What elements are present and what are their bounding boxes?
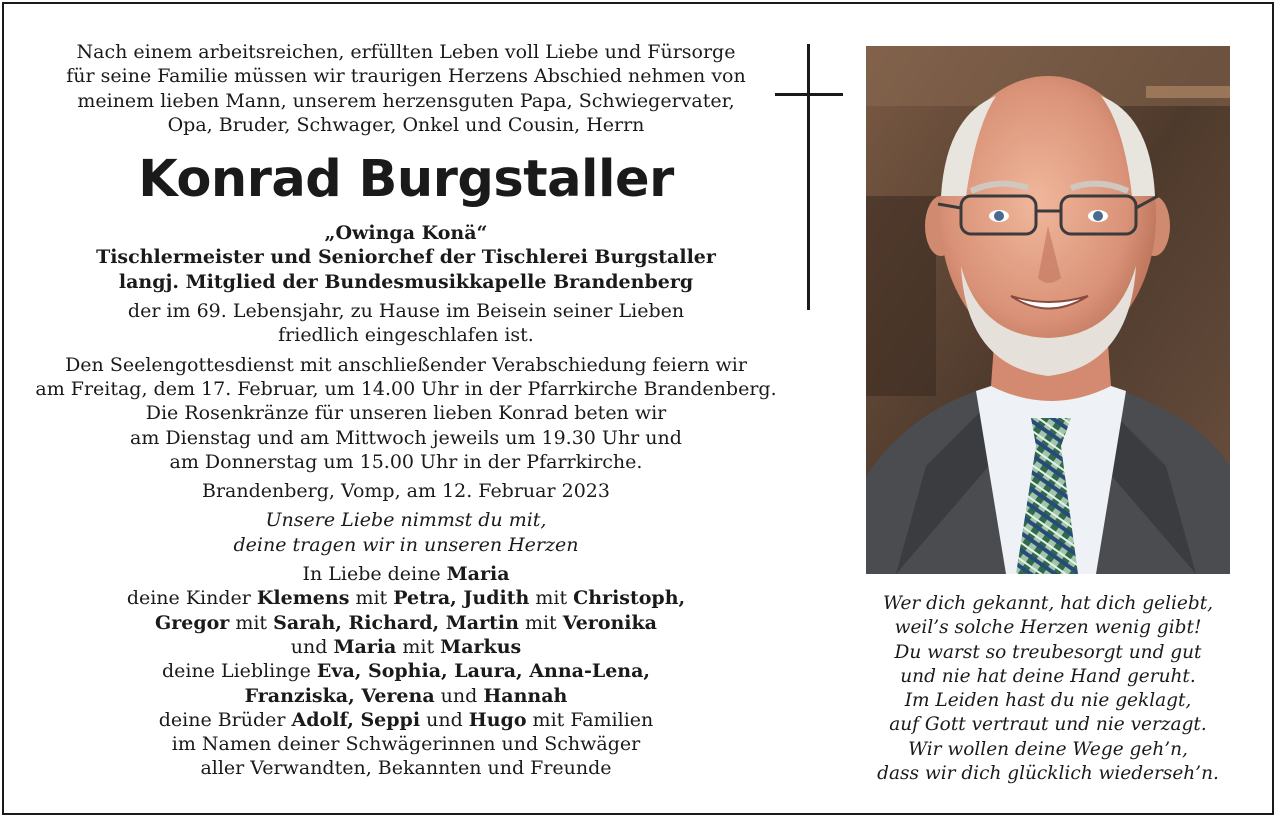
mourner-line: deine Kinder Klemens mit Petra, Judith mit Christoph, — [126, 587, 686, 610]
profession: Tischlermeister und Seniorchef der Tischlerei Burgstaller — [96, 246, 716, 269]
poem-line: Du warst so treubesorgt und gut — [894, 641, 1202, 663]
intro-line: meinem lieben Mann, unserem herzensguten Papa, Schwiegervater, — [77, 89, 735, 112]
mourners — [30, 562, 782, 781]
portrait-photo — [866, 46, 1230, 574]
service-text — [30, 353, 782, 474]
passing-line: der im 69. Lebensjahr, zu Hause im Beisein seiner Lieben — [127, 300, 685, 323]
service-line: am Freitag, dem 17. Februar, um 14.00 Uhr in der Pfarrkirche Brandenberg. — [35, 377, 777, 400]
mourner-line: Gregor mit Sarah, Richard, Martin mit Veronika — [155, 611, 657, 634]
deceased-name: Konrad Burgstaller — [138, 150, 674, 210]
passing-text — [30, 299, 782, 348]
mourner-line: und Maria mit Markus — [290, 635, 522, 658]
service-line: Den Seelengottesdienst mit anschließender Verabschiedung feiern wir — [65, 353, 747, 376]
poem-line: auf Gott vertraut und nie verzagt. — [889, 714, 1207, 736]
motto — [30, 508, 782, 557]
intro-text — [30, 40, 782, 137]
mourner-line: aller Verwandten, Bekannten und Freunde — [200, 757, 612, 780]
intro-line: Nach einem arbeitsreichen, erfüllten Leben voll Liebe und Fürsorge — [76, 41, 736, 63]
poem-line: Wir wollen deine Wege geh’n, — [908, 738, 1188, 760]
poem-line: und nie hat deine Hand geruht. — [900, 665, 1196, 687]
membership: langj. Mitglied der Bundesmusikkapelle Brandenberg — [118, 270, 694, 293]
passing-line: friedlich eingeschlafen ist. — [278, 324, 534, 347]
motto-line: Unsere Liebe nimmst du mit, — [265, 509, 547, 532]
mourner-line: Franziska, Verena und Hannah — [244, 684, 568, 707]
service-line: am Dienstag und am Mittwoch jeweils um 19.30 Uhr und — [130, 426, 682, 449]
motto-line: deine tragen wir in unseren Herzen — [233, 533, 579, 556]
nickname: „Owinga Konä“ — [324, 222, 488, 245]
intro-line: für seine Familie müssen wir traurigen Herzens Abschied nehmen von — [66, 65, 746, 88]
titles — [30, 221, 782, 294]
mourner-line: In Liebe deine Maria — [302, 563, 510, 586]
mourner-line: im Namen deiner Schwägerinnen und Schwäger — [171, 733, 641, 756]
cross-icon — [807, 44, 810, 310]
poem-line: Im Leiden hast du nie geklagt, — [904, 690, 1192, 712]
poem — [850, 592, 1246, 786]
cross-icon-bar — [775, 93, 843, 96]
poem-line: weil’s solche Herzen wenig gibt! — [894, 617, 1202, 639]
mourner-line: deine Brüder Adolf, Seppi und Hugo mit Familien — [158, 708, 654, 731]
mourner-line: deine Lieblinge Eva, Sophia, Laura, Anna-Lena, — [161, 660, 651, 683]
poem-line: dass wir dich glücklich wiederseh’n. — [877, 763, 1219, 785]
service-line: am Donnerstag um 15.00 Uhr in der Pfarrkirche. — [169, 450, 643, 473]
place-date: Brandenberg, Vomp, am 12. Februar 2023 — [202, 480, 610, 503]
portrait-illustration — [866, 46, 1230, 574]
obituary-text — [30, 40, 782, 781]
intro-line: Opa, Bruder, Schwager, Onkel und Cousin, Herrn — [167, 113, 645, 136]
service-line: Die Rosenkränze für unseren lieben Konrad beten wir — [145, 402, 667, 425]
poem-line: Wer dich gekannt, hat dich geliebt, — [882, 593, 1214, 614]
